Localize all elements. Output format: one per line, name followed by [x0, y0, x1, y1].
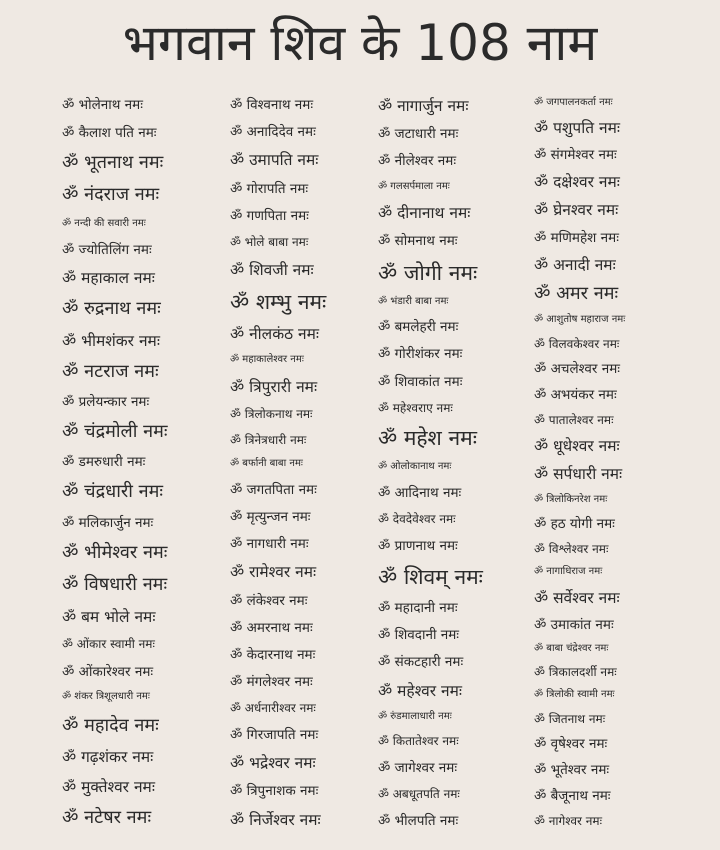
name-item: ॐ मुक्तेश्वर नमः	[62, 777, 155, 796]
name-item: ॐ विश्वनाथ नमः	[230, 97, 314, 113]
name-item: ॐ बैजूनाथ नमः	[534, 788, 611, 805]
name-item: ॐ जागेश्वर नमः	[378, 759, 458, 776]
name-item: ॐ नागधारी नमः	[230, 536, 309, 553]
name-item: ॐ प्रलेयन्कार नमः	[62, 394, 150, 411]
name-item: ॐ दक्षेश्वर नमः	[534, 173, 620, 192]
name-item: ॐ मृत्युन्जन नमः	[230, 508, 311, 525]
name-item: ॐ गलसर्पमाला नमः	[378, 180, 450, 192]
name-item: ॐ नटराज नमः	[62, 360, 159, 382]
name-item: ॐ नागेश्वर नमः	[534, 814, 603, 829]
name-item: ॐ जोगी नमः	[378, 260, 478, 285]
name-item: ॐ भीमेश्वर नमः	[62, 541, 168, 563]
name-item: ॐ भोलेनाथ नमः	[62, 97, 143, 113]
name-item: ॐ गणपिता नमः	[230, 207, 309, 224]
name-item: ॐ विषधारी नमः	[62, 574, 168, 596]
name-item: ॐ महादेव नमः	[62, 714, 159, 736]
name-item: ॐ डमरुधारी नमः	[62, 454, 146, 471]
name-item: ॐ सोमनाथ नमः	[378, 233, 458, 250]
name-item: ॐ ओंकारेश्वर नमः	[62, 663, 154, 680]
name-item: ॐ नटेषर नमः	[62, 806, 152, 828]
name-item: ॐ त्रिलोकिनरेश नमः	[534, 493, 608, 505]
name-item: ॐ बर्फानी बाबा नमः	[230, 458, 303, 470]
name-item: ॐ नन्दी की सवारी नमः	[62, 217, 146, 229]
name-item: ॐ अबधूतपति नमः	[378, 787, 460, 802]
name-item: ॐ त्रिनेत्रधारी नमः	[230, 432, 307, 447]
name-item: ॐ चंद्रमोली नमः	[62, 420, 168, 442]
name-item: ॐ कैलाश पति नमः	[62, 124, 157, 141]
name-item: ॐ नागाधिराज नमः	[534, 566, 603, 578]
names-column-2	[230, 98, 380, 828]
name-item: ॐ ओलोकानाथ नमः	[378, 461, 452, 473]
name-item: ॐ वृषेश्वर नमः	[534, 736, 608, 753]
name-item: ॐ जटाधारी नमः	[378, 126, 459, 143]
name-item: ॐ शिवजी नमः	[230, 260, 314, 279]
name-item: ॐ उमाकांत नमः	[534, 616, 614, 633]
name-item: ॐ महेश नमः	[378, 426, 477, 451]
names-column-1	[62, 98, 230, 828]
name-item: ॐ गोरीशंकर नमः	[378, 346, 463, 363]
name-item: ॐ सर्वेश्वर नमः	[534, 588, 620, 607]
name-item: ॐ घ्रेनश्वर नमः	[534, 201, 619, 220]
name-item: ॐ नीलेश्वर नमः	[378, 153, 457, 170]
name-item: ॐ महेश्वर नमः	[378, 681, 463, 700]
name-item: ॐ रुद्रनाथ नमः	[62, 298, 161, 320]
name-item: ॐ आदिनाथ नमः	[378, 484, 462, 501]
name-item: ॐ महादानी नमः	[378, 600, 458, 617]
name-item: ॐ पातालेश्वर नमः	[534, 412, 614, 427]
names-grid	[60, 98, 720, 838]
name-item: ॐ अर्धनारीश्वर नमः	[230, 701, 316, 716]
name-item: ॐ बम भोले नमः	[62, 607, 156, 626]
name-item: ॐ नागार्जुन नमः	[378, 97, 469, 115]
name-item: ॐ चंद्रधारी नमः	[62, 481, 163, 503]
name-item: ॐ त्रिलोकनाथ नमः	[230, 407, 313, 422]
page-title: भगवान शिव के 108 नाम	[122, 14, 598, 72]
name-item: ॐ अभयंकर नमः	[534, 387, 617, 403]
name-item: ॐ कितातेश्वर नमः	[378, 734, 459, 749]
name-item: ॐ ज्योतिलिंग नमः	[62, 241, 152, 258]
name-item: ॐ गिरजापति नमः	[230, 727, 319, 743]
name-item: ॐ धूधेश्वर नमः	[534, 437, 620, 456]
name-item: ॐ संगमेश्वर नमः	[534, 147, 617, 164]
name-item: ॐ केदारनाथ नमः	[230, 647, 316, 664]
name-item: ॐ अचलेश्वर नमः	[534, 361, 620, 378]
name-item: ॐ प्राणनाथ नमः	[378, 537, 458, 554]
name-item: ॐ महेश्वराए नमः	[378, 400, 453, 415]
name-item: ॐ शम्भु नमः	[230, 289, 327, 314]
name-item: ॐ भीमशंकर नमः	[62, 331, 160, 350]
name-item: ॐ लंकेश्वर नमः	[230, 592, 308, 609]
name-item: ॐ भूतनाथ नमः	[62, 151, 164, 173]
name-item: ॐ पशुपति नमः	[534, 119, 620, 138]
name-item: ॐ विश्लेश्वर नमः	[534, 541, 609, 556]
name-item: ॐ नीलकंठ नमः	[230, 324, 320, 343]
name-item: ॐ शिवाकांत नमः	[378, 373, 463, 390]
name-item: ॐ भंडारी बाबा नमः	[378, 295, 449, 307]
name-item: ॐ भीलपति नमः	[378, 812, 459, 829]
name-item: ॐ अमर नमः	[534, 282, 619, 304]
names-column-4	[534, 98, 716, 828]
name-item: ॐ त्रिलोकी स्वामी नमः	[534, 689, 615, 701]
name-item: ॐ शिवम् नमः	[378, 564, 483, 589]
name-item: ॐ सर्पधारी नमः	[534, 465, 623, 484]
name-item: ॐ अनादिदेव नमः	[230, 124, 316, 141]
name-item: ॐ हठ योगी नमः	[534, 515, 615, 532]
name-item: ॐ बाबा चंद्रेश्वर नमः	[534, 642, 609, 654]
name-item: ॐ देवदेवेश्वर नमः	[378, 512, 456, 527]
names-column-3	[378, 98, 536, 828]
name-item: ॐ जितनाथ नमः	[534, 711, 606, 726]
name-item: ॐ विलवकेश्वर नमः	[534, 336, 620, 351]
name-item: ॐ मंगलेश्वर नमः	[230, 674, 313, 691]
name-item: ॐ शंकर त्रिशूलधारी नमः	[62, 691, 150, 703]
name-item: ॐ रामेश्वर नमः	[230, 563, 317, 582]
name-item: ॐ निर्जेश्वर नमः	[230, 810, 321, 829]
name-item: ॐ महाकाल नमः	[62, 269, 155, 288]
name-item: ॐ गोरापति नमः	[230, 180, 309, 197]
name-item: ॐ अनादी नमः	[534, 255, 616, 274]
name-item: ॐ बमलेहरी नमः	[378, 319, 459, 336]
name-item: ॐ गढ़शंकर नमः	[62, 748, 154, 767]
name-item: ॐ ओंकार स्वामी नमः	[62, 637, 155, 652]
name-item: ॐ भूतेश्वर नमः	[534, 762, 610, 779]
name-item: ॐ रुंडमालाधारी नमः	[378, 710, 452, 722]
name-item: ॐ त्रिपुरारी नमः	[230, 377, 318, 396]
name-item: ॐ नंदराज नमः	[62, 184, 160, 206]
name-item: ॐ संकटहारी नमः	[378, 654, 464, 671]
name-item: ॐ उमापति नमः	[230, 151, 319, 170]
name-item: ॐ शिवदानी नमः	[378, 627, 460, 644]
name-item: ॐ भोले बाबा नमः	[230, 235, 309, 250]
name-item: ॐ आशुतोष महाराज नमः	[534, 314, 626, 326]
name-item: ॐ जगपालनकर्ता नमः	[534, 97, 613, 108]
name-item: ॐ महाकालेश्वर नमः	[230, 354, 304, 366]
name-item: ॐ दीनानाथ नमः	[378, 204, 471, 223]
name-item: ॐ अमरनाथ नमः	[230, 619, 313, 636]
name-item: ॐ मणिमहेश नमः	[534, 229, 619, 246]
name-item: ॐ भद्रेश्वर नमः	[230, 754, 316, 773]
name-item: ॐ त्रिपुनाशक नमः	[230, 783, 319, 800]
name-item: ॐ त्रिकालदर्शी नमः	[534, 664, 617, 679]
name-item: ॐ जगतपिता नमः	[230, 481, 317, 498]
name-item: ॐ मलिकार्जुन नमः	[62, 514, 154, 531]
